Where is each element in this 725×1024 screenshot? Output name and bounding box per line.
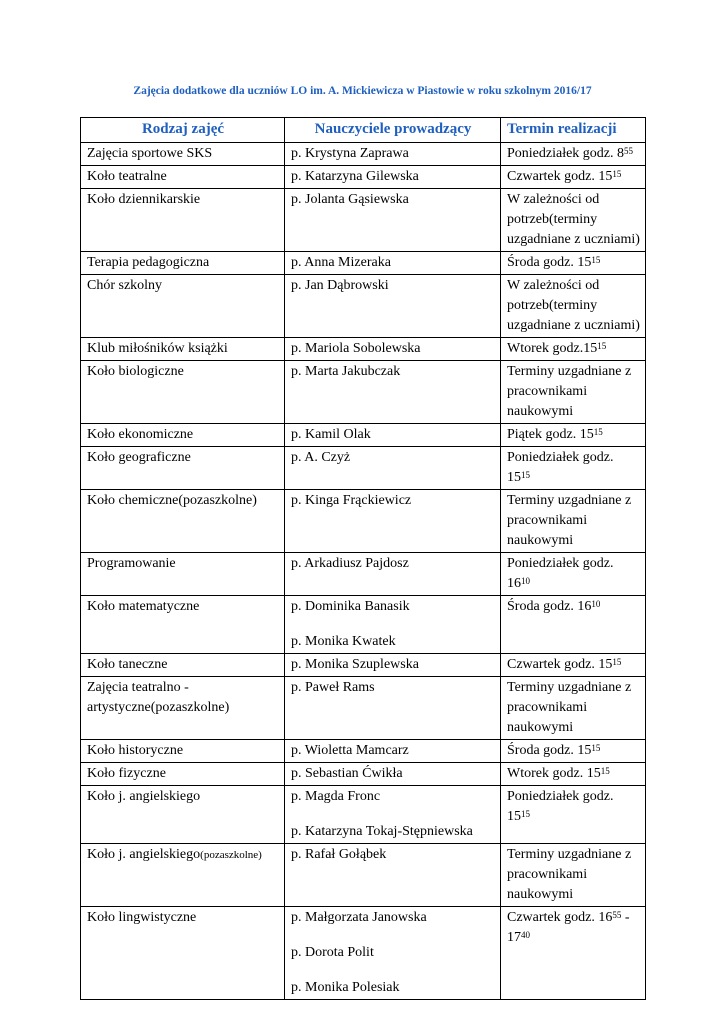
activity-cell <box>81 654 285 677</box>
table-row <box>81 166 646 189</box>
teacher-cell <box>285 786 501 844</box>
table-row <box>81 596 646 654</box>
table-row <box>81 275 646 338</box>
teacher-name: p. Monika Kwatek <box>291 634 396 649</box>
schedule-text: Czwartek godz. 15 <box>507 657 613 672</box>
teacher-cell <box>285 654 501 677</box>
activity-name: Zajęcia sportowe SKS <box>87 146 213 161</box>
activity-cell <box>81 907 285 1000</box>
activity-name: Koło fizyczne <box>87 766 166 781</box>
schedule-text: Poniedziałek godz. 15 <box>507 450 614 485</box>
schedule-text: Wtorek godz.15 <box>507 341 598 356</box>
teacher-cell <box>285 677 501 740</box>
table-row <box>81 490 646 553</box>
teacher-cell <box>285 763 501 786</box>
activity-cell <box>81 189 285 252</box>
table-header-row <box>81 118 646 143</box>
activity-cell <box>81 844 285 907</box>
activity-name: Programowanie <box>87 556 176 571</box>
time-minutes-superscript: 55 <box>612 910 622 920</box>
teacher-name: p. Dorota Polit <box>291 945 374 960</box>
time-minutes-superscript: 15 <box>521 470 530 480</box>
time-minutes-superscript: 15 <box>521 809 530 819</box>
activity-name: Koło j. angielskiego <box>87 847 201 862</box>
time-minutes-superscript: 15 <box>597 341 607 351</box>
schedule-cell <box>501 654 646 677</box>
activity-cell <box>81 490 285 553</box>
line-gap <box>291 807 495 822</box>
teacher-name: p. Rafał Gołąbek <box>291 847 387 862</box>
table-row <box>81 677 646 740</box>
activity-cell <box>81 447 285 490</box>
table-row <box>81 654 646 677</box>
schedule-cell <box>501 596 646 654</box>
activity-name: Koło teatralne <box>87 169 167 184</box>
table-row <box>81 763 646 786</box>
teacher-cell <box>285 338 501 361</box>
activity-name: Koło geograficzne <box>87 450 191 465</box>
table-body <box>81 143 646 1000</box>
teacher-name: p. Magda Fronc <box>291 789 381 804</box>
teacher-cell <box>285 844 501 907</box>
schedule-cell <box>501 763 646 786</box>
schedule-text: W zależności od potrzeb(terminy uzgadniane z uczniami) <box>507 192 640 247</box>
teacher-name: p. Monika Polesiak <box>291 980 400 995</box>
schedule-cell <box>501 338 646 361</box>
schedule-text: Środa godz. 16 <box>507 599 592 614</box>
teacher-cell <box>285 553 501 596</box>
schedule-text: Piątek godz. 15 <box>507 427 594 442</box>
schedule-text: Środa godz. 15 <box>507 743 592 758</box>
activity-cell <box>81 166 285 189</box>
time-minutes-superscript: 15 <box>593 427 603 437</box>
schedule-text: Poniedziałek godz. 8 <box>507 146 625 161</box>
teacher-name: p. Sebastian Ćwikła <box>291 766 403 781</box>
activity-name: Koło j. angielskiego <box>87 789 201 804</box>
activity-name: Koło lingwistyczne <box>87 910 197 925</box>
teacher-cell <box>285 252 501 275</box>
schedule-text: Czwartek godz. 16 <box>507 910 613 925</box>
teacher-cell <box>285 447 501 490</box>
table-row <box>81 252 646 275</box>
schedule-text: Wtorek godz. 15 <box>507 766 601 781</box>
activity-name: Koło ekonomiczne <box>87 427 194 442</box>
teacher-cell <box>285 424 501 447</box>
activity-name: Koło dziennikarskie <box>87 192 201 207</box>
activity-name-suffix: (pozaszkolne) <box>200 849 262 861</box>
time-minutes-superscript: 15 <box>591 743 601 753</box>
table-row <box>81 844 646 907</box>
activity-name: Koło biologiczne <box>87 364 184 379</box>
time-minutes-superscript: 15 <box>600 766 610 776</box>
schedule-cell <box>501 740 646 763</box>
schedule-text: W zależności od potrzeb(terminy uzgadniane z uczniami) <box>507 278 640 333</box>
teacher-name: p. Mariola Sobolewska <box>291 341 421 356</box>
time-minutes-superscript: 40 <box>521 930 530 940</box>
teacher-cell <box>285 143 501 166</box>
table-row <box>81 907 646 1000</box>
activity-name: Terapia pedagogiczna <box>87 255 210 270</box>
table-row <box>81 424 646 447</box>
teacher-name: p. Anna Mizeraka <box>291 255 391 270</box>
schedule-cell <box>501 275 646 338</box>
table-row <box>81 189 646 252</box>
header-teachers: Nauczyciele prowadzący <box>285 118 501 143</box>
schedule-cell <box>501 189 646 252</box>
table-row <box>81 361 646 424</box>
teacher-cell <box>285 740 501 763</box>
activity-name: Klub miłośników książki <box>87 341 228 356</box>
schedule-text: Poniedziałek godz. 15 <box>507 789 614 824</box>
table-row <box>81 553 646 596</box>
teacher-cell <box>285 275 501 338</box>
activity-cell <box>81 553 285 596</box>
schedule-text-end: - 17 <box>507 910 630 945</box>
teacher-name: p. Małgorzata Janowska <box>291 910 427 925</box>
line-gap <box>291 928 495 943</box>
schedule-cell <box>501 166 646 189</box>
teacher-name: p. Wioletta Mamcarz <box>291 743 409 758</box>
schedule-text: Czwartek godz. 15 <box>507 169 613 184</box>
schedule-cell <box>501 844 646 907</box>
activity-cell <box>81 596 285 654</box>
schedule-cell <box>501 786 646 844</box>
teacher-cell <box>285 189 501 252</box>
teacher-name: p. Kinga Frąckiewicz <box>291 493 412 508</box>
schedule-cell <box>501 424 646 447</box>
activity-cell <box>81 424 285 447</box>
schedule-text: Poniedziałek godz. 16 <box>507 556 614 591</box>
teacher-cell <box>285 361 501 424</box>
teacher-name: p. Monika Szuplewska <box>291 657 419 672</box>
teacher-cell <box>285 490 501 553</box>
time-minutes-superscript: 15 <box>612 169 622 179</box>
header-schedule: Termin realizacji <box>501 118 646 143</box>
activity-cell <box>81 275 285 338</box>
teacher-name: p. Marta Jakubczak <box>291 364 401 379</box>
teacher-cell <box>285 907 501 1000</box>
table-row <box>81 447 646 490</box>
table-row <box>81 786 646 844</box>
teacher-cell <box>285 596 501 654</box>
schedule-cell <box>501 252 646 275</box>
activity-name: Zajęcia teatralno - artystyczne(pozaszkolne) <box>87 680 230 715</box>
table-row <box>81 740 646 763</box>
activity-cell <box>81 338 285 361</box>
header-activity-type: Rodzaj zajęć <box>81 118 285 143</box>
activity-name: Koło taneczne <box>87 657 168 672</box>
activity-cell <box>81 361 285 424</box>
activity-cell <box>81 763 285 786</box>
schedule-text: Terminy uzgadniane z pracownikami naukowymi <box>507 847 632 902</box>
activity-cell <box>81 786 285 844</box>
teacher-name: p. Paweł Rams <box>291 680 375 695</box>
schedule-table <box>80 117 646 1000</box>
schedule-cell <box>501 143 646 166</box>
line-gap <box>291 617 495 632</box>
table-row <box>81 143 646 166</box>
teacher-name: p. Katarzyna Gilewska <box>291 169 419 184</box>
activity-cell <box>81 740 285 763</box>
time-minutes-superscript: 10 <box>591 599 601 609</box>
teacher-name: p. Arkadiusz Pajdosz <box>291 556 409 571</box>
teacher-cell <box>285 166 501 189</box>
schedule-text: Terminy uzgadniane z pracownikami naukowymi <box>507 680 632 735</box>
activity-cell <box>81 252 285 275</box>
schedule-cell <box>501 447 646 490</box>
activity-name: Chór szkolny <box>87 278 163 293</box>
activity-name: Koło historyczne <box>87 743 184 758</box>
teacher-name: p. A. Czyż <box>291 450 351 465</box>
teacher-name: p. Kamil Olak <box>291 427 371 442</box>
schedule-cell <box>501 907 646 1000</box>
schedule-cell <box>501 361 646 424</box>
activity-cell <box>81 143 285 166</box>
activity-name: Koło matematyczne <box>87 599 200 614</box>
time-minutes-superscript: 55 <box>624 146 634 156</box>
schedule-text: Terminy uzgadniane z pracownikami naukowymi <box>507 493 632 548</box>
time-minutes-superscript: 15 <box>591 255 601 265</box>
table-row <box>81 338 646 361</box>
schedule-text: Środa godz. 15 <box>507 255 592 270</box>
teacher-name: p. Jolanta Gąsiewska <box>291 192 409 207</box>
activity-cell <box>81 677 285 740</box>
line-gap <box>291 963 495 978</box>
teacher-name: p. Krystyna Zaprawa <box>291 146 409 161</box>
teacher-name: p. Katarzyna Tokaj-Stępniewska <box>291 824 473 839</box>
schedule-cell <box>501 490 646 553</box>
schedule-cell <box>501 677 646 740</box>
activity-name: Koło chemiczne(pozaszkolne) <box>87 493 257 508</box>
document-title: Zajęcia dodatkowe dla uczniów LO im. A. Mickiewicza w Piastowie w roku szkolnym 2016/17 <box>133 85 592 97</box>
teacher-name: p. Dominika Banasik <box>291 599 410 614</box>
schedule-cell <box>501 553 646 596</box>
teacher-name: p. Jan Dąbrowski <box>291 278 389 293</box>
schedule-text: Terminy uzgadniane z pracownikami naukowymi <box>507 364 632 419</box>
time-minutes-superscript: 15 <box>612 657 622 667</box>
time-minutes-superscript: 10 <box>521 576 530 586</box>
